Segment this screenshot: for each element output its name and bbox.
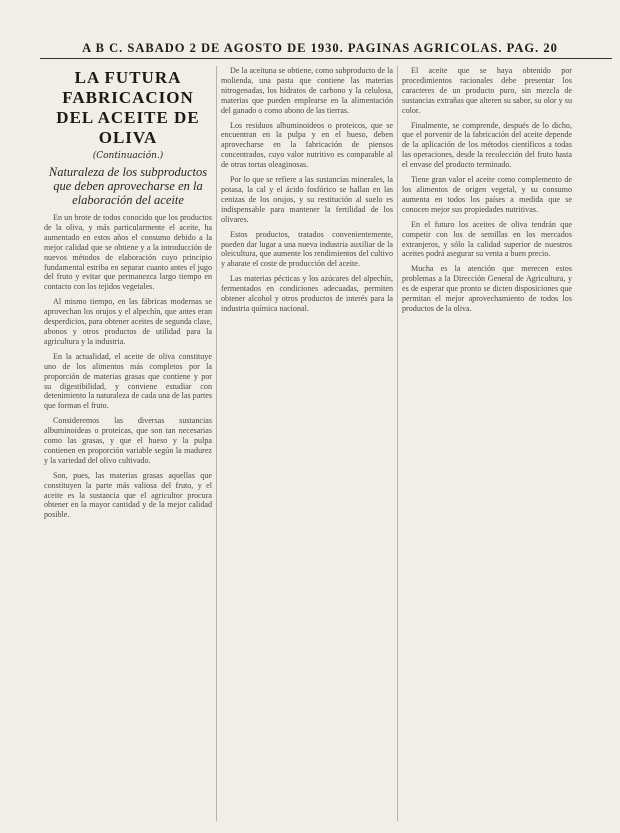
paragraph: Son, pues, las materias grasas aquellas que constituyen la parte más valiosa del fruto, y el aceite es la sustancia que el agricultor procura obtener en la mayor cantidad y de la mejor calidad posible. [44,470,212,520]
paragraph: De la aceituna se obtiene, como subproducto de la molienda, una pasta que contiene las materias nitrogenadas, los hidratos de carbono y la celulosa, materias que pueden emplearse en la alimentación del ganado o como abono de las tierras. [221,66,393,115]
masthead-rule [40,58,612,59]
column-3 [402,66,572,821]
column-1-text [44,213,212,520]
paragraph: Al mismo tiempo, en las fábricas modernas se aprovechan los orujos y el alpechín, que antes eran desperdicios, para obtener aceites de segunda clase, abonos y otros productos de utilidad para la agricultura y la industria. [44,297,212,346]
continued-note: (Continuación.) [92,151,164,161]
paragraph: Las materias pécticas y los azúcares del alpechín, fermentados en condiciones adecuadas, permiten obtener alcohol y otros productos de interés para la industria química nacional. [221,274,393,313]
column-2 [221,66,393,821]
paragraph: Finalmente, se comprende, después de lo dicho, que el porvenir de la fabricación del aceite depende de la aplicación de los métodos científicos a todas las operaciones, desde la recolección del fruto hasta el envase del producto terminado. [402,120,572,170]
column-1 [44,66,212,821]
paragraph: Estos productos, tratados convenientemente, pueden dar lugar a una nueva industria auxiliar de la oleicultura, que aumente los rendimientos del cultivo y abarate el coste de producción del aceite. [221,229,393,269]
paragraph: Los residuos albuminoideos o proteicos, que se encuentran en la pulpa y en el hueso, deben aprovecharse en la fabricación de piensos concentrados, cuyo valor nutritivo es comparable al de otras tortas oleaginosas. [221,120,393,170]
paragraph: Por lo que se refiere a las sustancias minerales, la potasa, la cal y el ácido fosfórico se hallan en las cenizas de los orujos, y su restitución al suelo es indispensable para mantener la fertilidad de los olivares. [221,175,393,224]
page-masthead: A B C. SABADO 2 DE AGOSTO DE 1930. PAGINAS AGRICOLAS. PAG. 20 [82,41,558,55]
paragraph: Tiene gran valor el aceite como complemento de los alimentos de origen vegetal, y su consumo aumenta en todos los países a medida que se conocen mejor sus propiedades nutritivas. [402,175,572,214]
article-subtitle: Naturaleza de los subproductos que deben aprovecharse en la elaboración del aceite [48,165,208,207]
column-divider [397,66,398,821]
paragraph: En el futuro los aceites de oliva tendrán que competir con los de semillas en los mercados extranjeros, y sólo la calidad superior de nuestros aceites podrá asegurar su venta a buen precio. [402,219,572,259]
paragraph: Consideremos las diversas sustancias albuminoideas o proteicas, que son tan necesarias como las grasas, y que el hueso y la pulpa contienen en proporción variable según la madurez y la variedad del olivo cultivado. [44,416,212,465]
column-divider [216,66,217,821]
article-title: LA FUTURA FABRICACION DEL ACEITE DE OLIVA [56,68,200,147]
paragraph: En un brote de todos conocido que los productos de la oliva, y más particularmente el aceite, ha aumentado en estos años el consumo debido a la mejor calidad que se obtiene y a la introducción de nuevos métodos de elaboración cuyo principio fundamental estriba en separar cuanto antes el jugo del fruto y evitar que permanezca largo tiempo en contacto con los tejidos vegetales. [44,213,212,292]
paragraph: En la actualidad, el aceite de oliva constituye uno de los alimentos más completos por la proporción de materias grasas que contiene y por su digestibilidad, y conviene estudiar con detenimiento la naturaleza de cada una de las partes que forman el fruto. [44,351,212,411]
paragraph: Mucha es la atención que merecen estos problemas a la Dirección General de Agricultura, y es de esperar que pronto se dicten disposiciones que permitan el mejor aprovechamiento de todos los productos de la oliva. [402,264,572,313]
paragraph: El aceite que se haya obtenido por procedimientos racionales debe presentar los caracteres de un producto puro, sin mezcla de sustancias extrañas que alteren su sabor, su olor y su color. [402,66,572,115]
